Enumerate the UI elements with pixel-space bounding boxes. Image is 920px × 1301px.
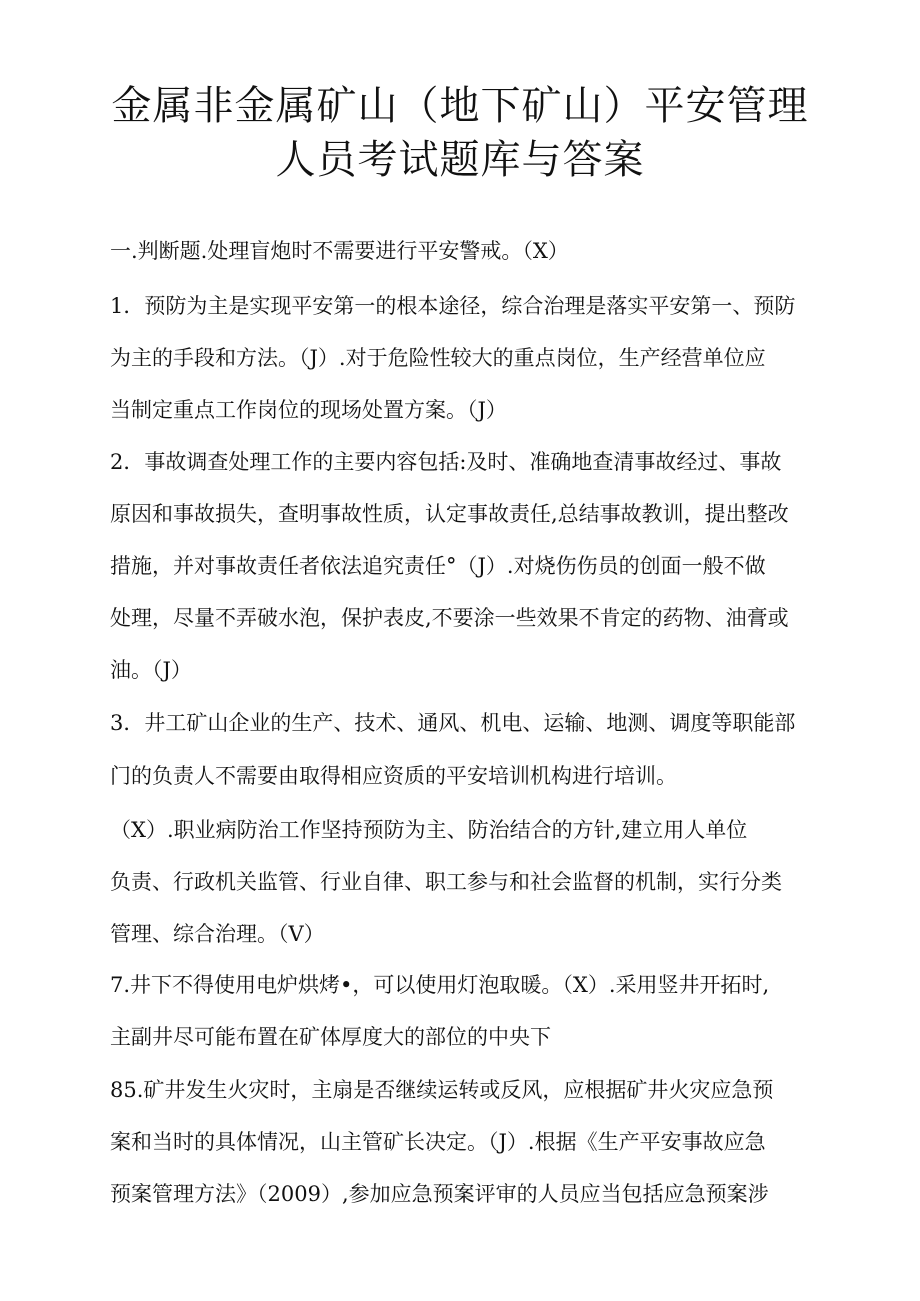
paragraph-line: 案和当时的具体情况，山主管矿长决定。（J）.根据《生产平安事故应急: [110, 1130, 766, 1154]
paragraph-line: 门的负责人不需要由取得相应资质的平安培训机构进行培训。: [110, 764, 677, 788]
document-title-line-2: 人员考试题库与答案: [275, 137, 645, 183]
paragraph-line: 一.判断题.处理盲炮时不需要进行平安警戒。（X）: [110, 239, 569, 263]
paragraph-line: 1．预防为主是实现平安第一的根本途径，综合治理是落实平安第一、预防: [110, 294, 796, 318]
paragraph-line: 负责、行政机关监管、行业自律、职工参与和社会监督的机制，实行分类: [110, 870, 782, 894]
paragraph-line: 2．事故调查处理工作的主要内容包括:及时、准确地查清事故经过、事故: [110, 450, 782, 474]
paragraph-line: 主副井尽可能布置在矿体厚度大的部位的中央下: [110, 1025, 551, 1049]
paragraph-line: 85.矿井发生火灾时，主扇是否继续运转或反风，应根据矿井火灾应急预: [110, 1078, 774, 1102]
paragraph-line: 当制定重点工作岗位的现场处置方案。（J）: [110, 398, 507, 422]
paragraph-line: （X）.职业病防治工作坚持预防为主、防治结合的方针,建立用人单位: [110, 818, 748, 842]
paragraph-line: 油。（J）: [110, 658, 192, 682]
document-title-line-1: 金属非金属矿山（地下矿山）平安管理: [111, 83, 809, 129]
paragraph-line: 预案管理方法》（2009）,参加应急预案评审的人员应当包括应急预案涉: [110, 1182, 769, 1206]
paragraph-line: 措施，并对事故责任者依法追究责任°（J）.对烧伤伤员的创面一般不做: [110, 554, 766, 578]
paragraph-line: 管理、综合治理。（V）: [110, 922, 325, 946]
paragraph-line: 7.井下不得使用电炉烘烤•，可以使用灯泡取暖。（X）.采用竖井开拓时,: [110, 973, 770, 997]
paragraph-line: 原因和事故损失，查明事故性质，认定事故责任,总结事故教训，提出整改: [110, 502, 789, 526]
paragraph-line: 为主的手段和方法。（J）.对于危险性较大的重点岗位，生产经营单位应: [110, 346, 766, 370]
paragraph-line: 3．井工矿山企业的生产、技术、通风、机电、运输、地测、调度等职能部: [110, 711, 796, 735]
paragraph-line: 处理，尽量不弄破水泡，保护表皮,不要涂一些效果不肯定的药物、油膏或: [110, 606, 789, 630]
